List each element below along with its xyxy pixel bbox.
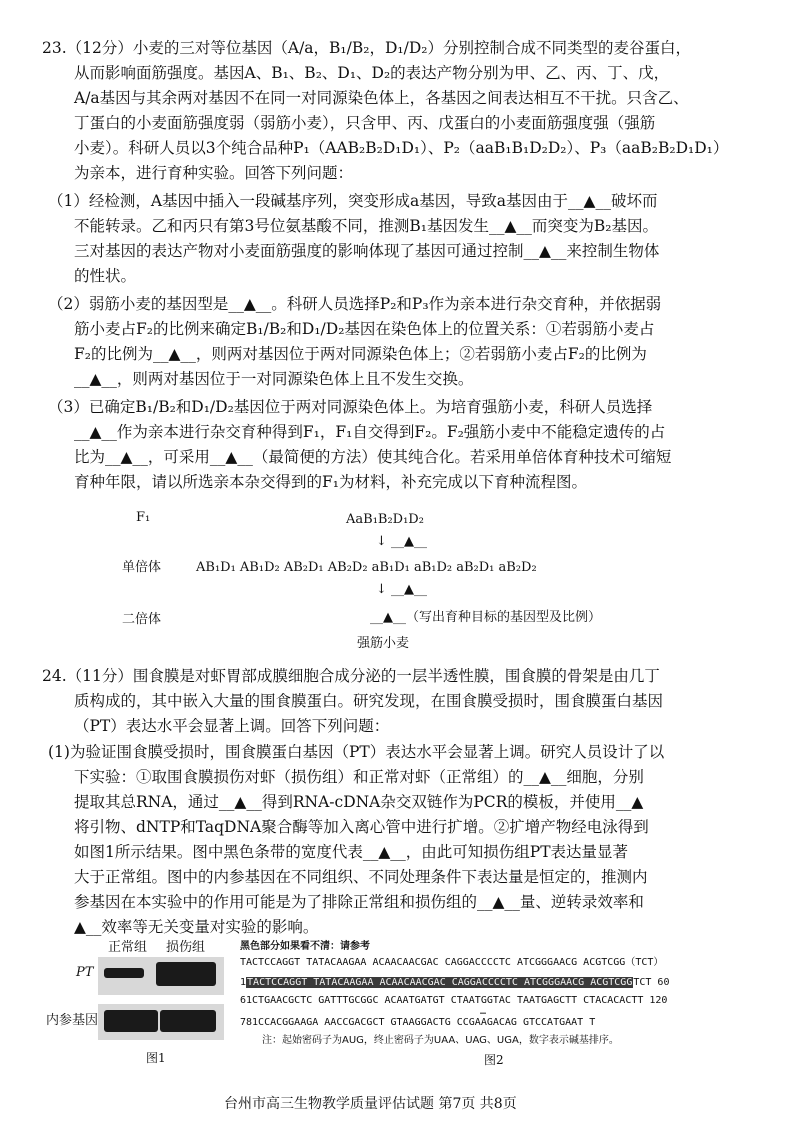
- page-footer: 台州市高三生物教学质量评估试题 第7页 共8页: [224, 1096, 517, 1112]
- q24-line-3: （PT）表达水平会显著上调。回答下列问题：: [74, 717, 390, 735]
- seq-reference: TACTCCAGGT TATACAAGAA ACAACAACGAC CAGGACCCCTC ATCGGGAACG ACGTCGG（TCT）: [240, 957, 664, 968]
- gel-row-pt: PT: [76, 965, 94, 980]
- q24-line-7: 将引物、dNTP和TaqDNA聚合酶等加入离心管中进行扩增。②扩增产物经电泳得到: [74, 818, 649, 836]
- q23-line-17: 比为__▲__，可采用__▲__（最简便的方法）使其纯合化。若采用单倍体育种技术可缩短: [74, 448, 672, 466]
- flow-diploid-label: 二倍体: [122, 612, 162, 627]
- q23-line-14: __▲__，则两对基因位于一对同源染色体上且不发生交换。: [74, 370, 474, 388]
- seq-note: 黑色部分如果看不清：请参考: [240, 941, 370, 952]
- gel-band-pt-damaged: [156, 962, 216, 986]
- flow-haploid-label: 单倍体: [122, 560, 162, 575]
- seq-row-3: 781CCACGGAAGA AACCGACGCT GTAAGGACTG CCGAAGACAG GTCCATGAAT T: [240, 1017, 596, 1028]
- gel-row-ref: 内参基因: [46, 1013, 99, 1028]
- q23-line-10: 的性状。: [74, 267, 137, 285]
- seq-footnote: 注：起始密码子为AUG，终止密码子为UAA、UAG、UGA，数字表示碱基排序。: [262, 1035, 619, 1046]
- q24-line-1: 24.（11分）围食膜是对虾胃部成膜细胞合成分泌的一层半透性膜，围食膜的骨架是由几丁: [42, 667, 660, 685]
- figure-1-caption: 图1: [146, 1051, 166, 1065]
- q24-line-11: ▲__效率等无关变量对实验的影响。: [74, 918, 319, 936]
- q23-line-16: __▲__作为亲本进行杂交育种得到F₁，F₁自交得到F₂。F₂强筋小麦中不能稳定遗传的占: [74, 423, 666, 441]
- q24-line-6: 提取其总RNA，通过__▲__得到RNA-cDNA杂交双链作为PCR的模板，并使用__▲: [74, 793, 644, 811]
- q23-line-13: F₂的比例为__▲__，则两对基因位于两对同源染色体上；②若弱筋小麦占F₂的比例为: [74, 345, 647, 363]
- flow-f1-genotype: AaB₁B₂D₁D₂: [346, 512, 424, 527]
- q23-line-11: （2）弱筋小麦的基因型是__▲__。科研人员选择P₂和P₃作为亲本进行杂交育种，并依据弱: [48, 295, 662, 313]
- seq-row-1-suffix: TCT 60: [633, 977, 670, 988]
- seq-dots: …: [480, 1006, 487, 1017]
- q24-line-4: (1)为验证围食膜受损时，围食膜蛋白基因（PT）表达水平会显著上调。研究人员设计了以: [48, 743, 665, 761]
- flow-arrow-1: ↓ __▲__: [376, 534, 428, 549]
- q24-line-8: 如图1所示结果。图中黑色条带的宽度代表__▲__，由此可知损伤组PT表达量显著: [74, 843, 629, 861]
- gel-band-ref-normal: [104, 1010, 158, 1032]
- flow-target: 强筋小麦: [357, 636, 410, 651]
- q24-line-2: 质构成的，其中嵌入大量的围食膜蛋白。研究发现，在围食膜受损时，围食膜蛋白基因: [74, 692, 664, 710]
- q23-line-12: 筋小麦占F₂的比例来确定B₁/B₂和D₁/D₂基因在染色体上的位置关系：①若弱筋小麦占: [74, 320, 655, 338]
- q23-line-5: 小麦）。科研人员以3个纯合品种P₁（AAB₂B₂D₁D₁）、P₂（aaB₁B₁D₂D₂）、P₃（aaB₂B₂D₁D₁）: [74, 139, 729, 157]
- q24-line-10: 参基因在本实验中的作用可能是为了排除正常组和损伤组的__▲__量、逆转录效率和: [74, 893, 644, 911]
- q24-line-5: 下实验：①取围食膜损伤对虾（损伤组）和正常对虾（正常组）的__▲__细胞，分别: [74, 768, 644, 786]
- seq-row-1-prefix: 1: [240, 977, 247, 988]
- q23-line-2: 从而影响面筋强度。基因A、B₁、B₂、D₁、D₂的表达产物分别为甲、乙、丙、丁、戊，: [74, 64, 670, 82]
- gel-band-pt-normal: [104, 968, 144, 978]
- q23-line-6: 为亲本，进行育种实验。回答下列问题：: [74, 164, 354, 182]
- figure-2-caption: 图2: [484, 1053, 504, 1067]
- gel-col-normal: 正常组: [108, 940, 148, 955]
- q24-line-9: 大于正常组。图中的内参基因在不同组织、不同处理条件下表达量是恒定的，推测内: [74, 868, 648, 886]
- q23-line-1: 23.（12分）小麦的三对等位基因（A/a，B₁/B₂，D₁/D₂）分别控制合成不同类型的麦谷蛋白，: [42, 39, 691, 57]
- flow-f1-label: F₁: [136, 510, 151, 525]
- q23-line-15: （3）已确定B₁/B₂和D₁/D₂基因位于两对同源染色体上。为培育强筋小麦，科研人员选择: [48, 398, 653, 416]
- q23-line-3: A/a基因与其余两对基因不在同一对同源染色体上，各基因之间表达相互不干扰。只含乙、: [74, 89, 689, 107]
- seq-row-2: 61CTGAACGCTC GATTTGCGGC ACAATGATGT CTAATGGTAC TAATGAGCTT CTACACACTT 120: [240, 995, 668, 1006]
- q23-line-7: （1）经检测，A基因中插入一段碱基序列，突变形成a基因，导致a基因由于__▲__破坏而: [48, 192, 658, 210]
- q23-line-18: 育种年限，请以所选亲本杂交得到的F₁为材料，补充完成以下育种流程图。: [74, 473, 587, 491]
- flow-arrow-2: ↓ __▲__: [376, 582, 428, 597]
- gel-col-damaged: 损伤组: [166, 940, 206, 955]
- flow-diploid-blank: __▲__（写出育种目标的基因型及比例）: [370, 610, 601, 625]
- q23-line-8: 不能转录。乙和丙只有第3号位氨基酸不同，推测B₁基因发生__▲__而突变为B₂基因。: [74, 217, 658, 235]
- gel-band-ref-damaged: [160, 1010, 216, 1032]
- q23-line-9: 三对基因的表达产物对小麦面筋强度的影响体现了基因可通过控制__▲__来控制生物体: [74, 242, 660, 260]
- seq-row-1: [240, 976, 669, 989]
- q23-line-4: 丁蛋白的小麦面筋强度弱（弱筋小麦），只含甲、丙、戊蛋白的小麦面筋强度强（强筋: [74, 114, 656, 132]
- seq-row-1-highlight: TACTCCAGGT TATACAAGAA ACAACAACGAC CAGGACCCCTC ATCGGGAACG ACGTCGG: [247, 977, 633, 988]
- flow-haploids: AB₁D₁ AB₁D₂ AB₂D₁ AB₂D₂ aB₁D₁ aB₁D₂ aB₂D₁ aB₂D₂: [196, 560, 537, 575]
